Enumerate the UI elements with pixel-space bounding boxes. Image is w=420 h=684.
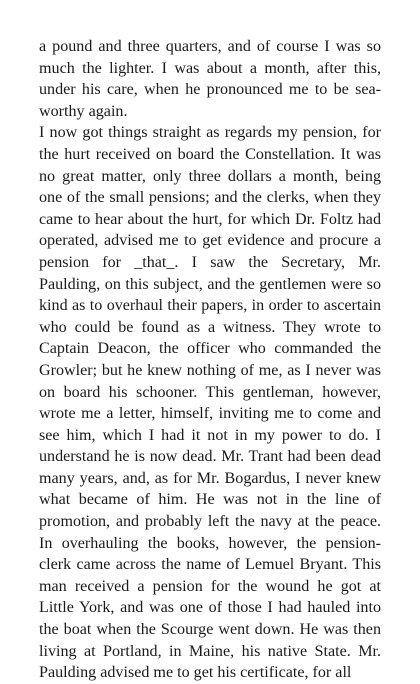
- document-page: [39, 36, 381, 684]
- paragraph-1: a pound and three quarters, and of course I was so much the lighter. I was about a month, after this, under his care, when he pronounced me to be sea-worthy again.: [39, 38, 381, 120]
- paragraph-2: I now got things straight as regards my pension, for the hurt received on board the Constellation. It was no great matter, only three dollars a month, being one of the small pensions; and the clerks, when they came to hear about the hurt, for which Dr. Foltz had operated, advised me to get evidence and procure a pension for _that_. I saw the Secretary, Mr. Paulding, on this subject, and the gentlemen were so kind as to overhaul their papers, in order to ascertain who could be found as a witness. They wrote to Captain Deacon, the officer who commanded the Growler; but he knew nothing of me, as I never was on board his schooner. This gentleman, however, wrote me a letter, himself, inviting me to come and see him, which I had it not in my power to do. I understand he is now dead. Mr. Trant had been dead many years, and, as for Mr. Bogardus, I never knew what became of him. He was not in the line of promotion, and probably left the navy at the peace. In overhauling the books, however, the pension-clerk came across the name of Lemuel Bryant. This man received a pension for the wound he got at Little York, and was one of those I had hauled into the boat when the Scourge went down. He was then living at Portland, in Maine, his native State. Mr. Paulding advised me to get his certificate, for all: [39, 124, 381, 682]
